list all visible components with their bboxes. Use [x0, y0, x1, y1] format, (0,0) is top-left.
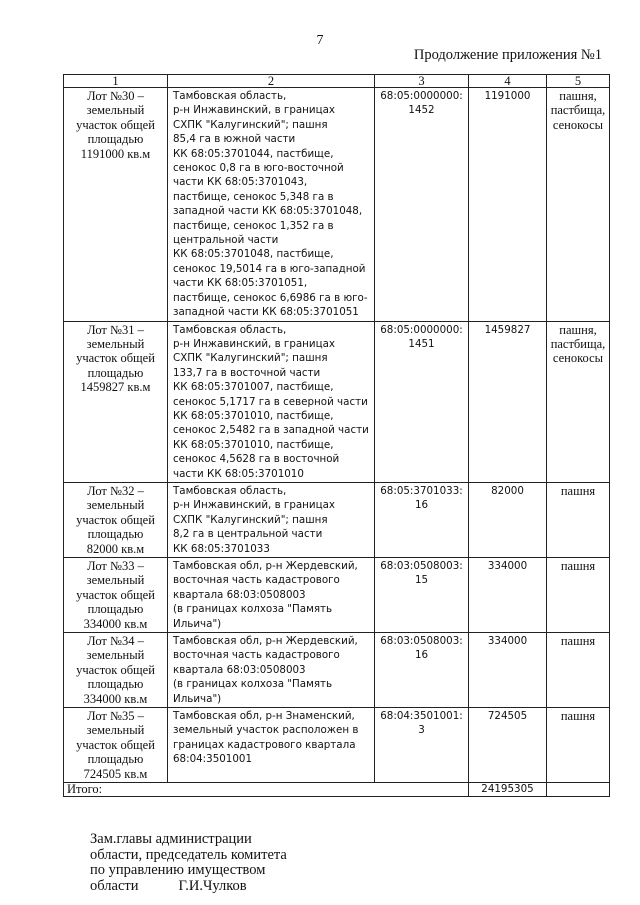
land-use-cell-line: пашня, — [559, 89, 597, 103]
land-use-cell-line: пашня, — [559, 322, 597, 337]
lot-cell-line: Лот №32 – — [87, 483, 144, 498]
lot-cell-line: 1191000 кв.м — [80, 146, 151, 161]
lot-cell-line: участок общей — [76, 117, 155, 132]
lot-cell-line: участок общей — [76, 351, 155, 366]
land-use-cell — [547, 482, 610, 557]
land-use-cell-line: сенокосы — [552, 117, 604, 132]
description-cell-line: западной части КК 68:05:3701048, — [173, 205, 363, 218]
total-row — [64, 783, 610, 797]
description-cell — [168, 88, 375, 322]
description-cell-line: части КК 68:05:3701010 — [173, 467, 304, 480]
lot-cell — [64, 708, 168, 783]
description-cell-line: квартала 68:03:0508003 — [173, 588, 306, 601]
description-cell-line: КК 68:05:3701010, пастбище, — [173, 438, 334, 451]
cadastral-number-cell-line: 16 — [414, 649, 429, 662]
lot-cell-line: Лот №30 – — [87, 89, 144, 103]
signature-line: по управлению имуществом — [90, 862, 266, 878]
cadastral-number-cell-line: 1452 — [408, 104, 435, 117]
lot-cell — [64, 558, 168, 633]
total-empty-cell — [547, 783, 610, 797]
lot-cell-line: площадью — [87, 132, 144, 147]
cadastral-number-cell-line: 68:03:0508003: — [380, 635, 463, 648]
lot-cell — [64, 482, 168, 557]
description-cell-line: восточная часть кадастрового — [173, 574, 340, 587]
description-cell-line: части КК 68:05:3701051, — [173, 277, 308, 290]
description-cell-line: Тамбовская область, — [173, 323, 287, 336]
land-use-cell-line: пашня — [560, 709, 596, 724]
description-cell-line: Тамбовская обл, р-н Жердевский, — [173, 560, 358, 572]
total-value: 24195305 — [469, 783, 547, 797]
lots-table — [63, 74, 610, 797]
table-row — [64, 633, 610, 708]
lot-cell — [64, 321, 168, 482]
cadastral-number-cell — [375, 633, 469, 708]
lot-cell-line: 1459827 кв.м — [80, 380, 151, 395]
table-row — [64, 321, 610, 482]
table-row — [64, 708, 610, 783]
lot-cell-line: участок общей — [76, 737, 155, 752]
description-cell-line: пастбище, сенокос 1,352 га в — [173, 219, 334, 232]
area-cell: 82000 — [469, 482, 547, 557]
lot-cell-line: Лот №34 – — [87, 634, 144, 649]
lot-cell-line: площадью — [87, 365, 144, 380]
description-cell — [168, 708, 375, 783]
header-cell: 3 — [375, 75, 469, 88]
lot-cell-line: участок общей — [76, 512, 155, 527]
description-cell-line: центральной части — [173, 234, 279, 247]
cadastral-number-cell — [375, 558, 469, 633]
description-cell-line: сенокос 0,8 га в юго-восточной — [173, 162, 344, 175]
description-cell-line: (в границах колхоза "Память — [173, 603, 333, 616]
lot-cell-line: площадью — [87, 677, 144, 692]
land-use-cell — [547, 633, 610, 708]
description-cell-line: (в границах колхоза "Память — [173, 678, 333, 691]
area-cell: 334000 — [469, 633, 547, 708]
area-cell: 724505 — [469, 708, 547, 783]
description-cell-line: 8,2 га в центральной части — [173, 528, 323, 541]
signature-last-line — [90, 879, 287, 895]
lot-cell — [64, 88, 168, 322]
signature-line-prefix: области — [90, 877, 139, 894]
lot-cell-line: участок общей — [76, 587, 155, 602]
description-cell — [168, 482, 375, 557]
land-use-cell-line: пастбища, — [550, 336, 606, 351]
signature-block — [90, 832, 287, 894]
description-cell-line: 68:04:3501001 — [173, 753, 253, 766]
description-cell-line: пастбище, сенокос 5,348 га в — [173, 190, 334, 203]
description-cell-line: КК 68:05:3701007, пастбище, — [173, 381, 334, 394]
cadastral-number-cell-line: 1451 — [408, 337, 435, 350]
cadastral-number-cell-line: 15 — [414, 574, 429, 587]
description-cell-line: Тамбовская обл, р-н Жердевский, — [173, 635, 358, 648]
header-cell: 2 — [168, 75, 375, 88]
lot-cell-line: 724505 кв.м — [83, 766, 148, 781]
table-row — [64, 558, 610, 633]
cadastral-number-cell-line: 68:04:3501001: — [380, 710, 463, 723]
land-use-cell-line: сенокосы — [552, 351, 604, 366]
description-cell-line: 133,7 га в восточной части — [173, 366, 321, 379]
table-row — [64, 88, 610, 322]
description-cell-line: СХПК "Калугинский"; пашня — [173, 352, 328, 365]
area-cell: 334000 — [469, 558, 547, 633]
lot-cell-line: земельный — [86, 498, 145, 513]
table-row — [64, 482, 610, 557]
lot-cell-line: 334000 кв.м — [83, 616, 148, 631]
header-cell: 4 — [469, 75, 547, 88]
description-cell-line: восточная часть кадастрового — [173, 649, 340, 662]
description-cell — [168, 633, 375, 708]
description-cell-line: части КК 68:05:3701043, — [173, 176, 308, 189]
cadastral-number-cell-line: 16 — [414, 499, 429, 512]
lot-cell-line: земельный — [86, 336, 145, 351]
lot-cell-line: Лот №31 – — [87, 322, 144, 337]
area-cell: 1191000 — [469, 88, 547, 322]
description-cell-line: Тамбовская обл, р-н Знаменский, — [173, 710, 355, 723]
land-use-cell — [547, 708, 610, 783]
land-use-cell — [547, 321, 610, 482]
lot-cell-line: земельный — [86, 103, 145, 118]
lot-cell-line: земельный — [86, 648, 145, 663]
lot-cell-line: земельный — [86, 723, 145, 738]
lot-cell-line: земельный — [86, 573, 145, 588]
description-cell-line: Тамбовская область, — [173, 484, 287, 497]
cadastral-number-cell-line: 68:05:0000000: — [380, 90, 463, 102]
description-cell-line: КК 68:05:3701033 — [173, 542, 270, 555]
description-cell-line: сенокос 4,5628 га в восточной — [173, 453, 340, 466]
appendix-title: Продолжение приложения №1 — [413, 47, 602, 63]
description-cell-line: сенокос 19,5014 га в юго-западной — [173, 262, 366, 275]
lot-cell-line: площадью — [87, 602, 144, 617]
description-cell-line: СХПК "Калугинский"; пашня — [173, 513, 328, 526]
description-cell-line: квартала 68:03:0508003 — [173, 663, 306, 676]
description-cell-line: р-н Инжавинский, в границах — [173, 104, 336, 117]
description-cell — [168, 558, 375, 633]
description-cell-line: 85,4 га в южной части — [173, 133, 296, 146]
land-use-cell-line: пашня — [560, 483, 596, 498]
land-use-cell — [547, 558, 610, 633]
description-cell-line: сенокос 5,1717 га в северной части — [173, 395, 368, 408]
header-cell: 5 — [547, 75, 610, 88]
table-header-row — [64, 75, 610, 88]
description-cell-line: Ильича") — [173, 617, 222, 630]
cadastral-number-cell — [375, 88, 469, 322]
description-cell-line: границах кадастрового квартала — [173, 738, 356, 751]
land-use-cell — [547, 88, 610, 322]
signature-line: Зам.главы администрации — [90, 831, 252, 847]
description-cell-line: р-н Инжавинский, в границах — [173, 337, 336, 350]
header-cell: 1 — [64, 75, 168, 88]
description-cell-line: СХПК "Калугинский"; пашня — [173, 118, 328, 131]
description-cell-line: Тамбовская область, — [173, 90, 287, 102]
total-label: Итого: — [64, 783, 469, 797]
cadastral-number-cell-line: 68:03:0508003: — [380, 560, 463, 572]
cadastral-number-cell — [375, 482, 469, 557]
description-cell-line: пастбище, сенокос 6,6986 га в юго- — [173, 291, 368, 304]
description-cell-line: западной части КК 68:05:3701051 — [173, 306, 359, 319]
cadastral-number-cell — [375, 708, 469, 783]
land-use-cell-line: пашня — [560, 634, 596, 649]
cadastral-number-cell — [375, 321, 469, 482]
signature-line: области, председатель комитета — [90, 846, 287, 863]
cadastral-number-cell-line: 68:05:0000000: — [380, 323, 463, 336]
description-cell-line: КК 68:05:3701010, пастбище, — [173, 409, 334, 422]
lot-cell-line: Лот №35 – — [87, 709, 144, 724]
description-cell-line: Ильича") — [173, 692, 222, 705]
lot-cell-line: площадью — [87, 527, 144, 542]
lot-cell-line: участок общей — [76, 662, 155, 677]
land-use-cell-line: пашня — [560, 559, 596, 573]
description-cell-line: КК 68:05:3701044, пастбище, — [173, 147, 334, 160]
lot-cell-line: 82000 кв.м — [86, 541, 145, 556]
lot-cell-line: 334000 кв.м — [83, 691, 148, 706]
lot-cell — [64, 633, 168, 708]
description-cell — [168, 321, 375, 482]
description-cell-line: земельный участок расположен в — [173, 724, 359, 737]
lot-cell-line: Лот №33 – — [87, 559, 144, 573]
description-cell-line: сенокос 2,5482 га в западной части — [173, 424, 369, 437]
area-cell: 1459827 — [469, 321, 547, 482]
description-cell-line: р-н Инжавинский, в границах — [173, 499, 336, 512]
page-number: 7 — [316, 33, 324, 48]
cadastral-number-cell-line: 3 — [418, 724, 425, 737]
lot-cell-line: площадью — [87, 752, 144, 767]
land-use-cell-line: пастбища, — [550, 103, 606, 118]
cadastral-number-cell-line: 68:05:3701033: — [380, 484, 463, 497]
description-cell-line: КК 68:05:3701048, пастбище, — [173, 248, 334, 261]
signatory-name: Г.И.Чулков — [178, 877, 247, 894]
